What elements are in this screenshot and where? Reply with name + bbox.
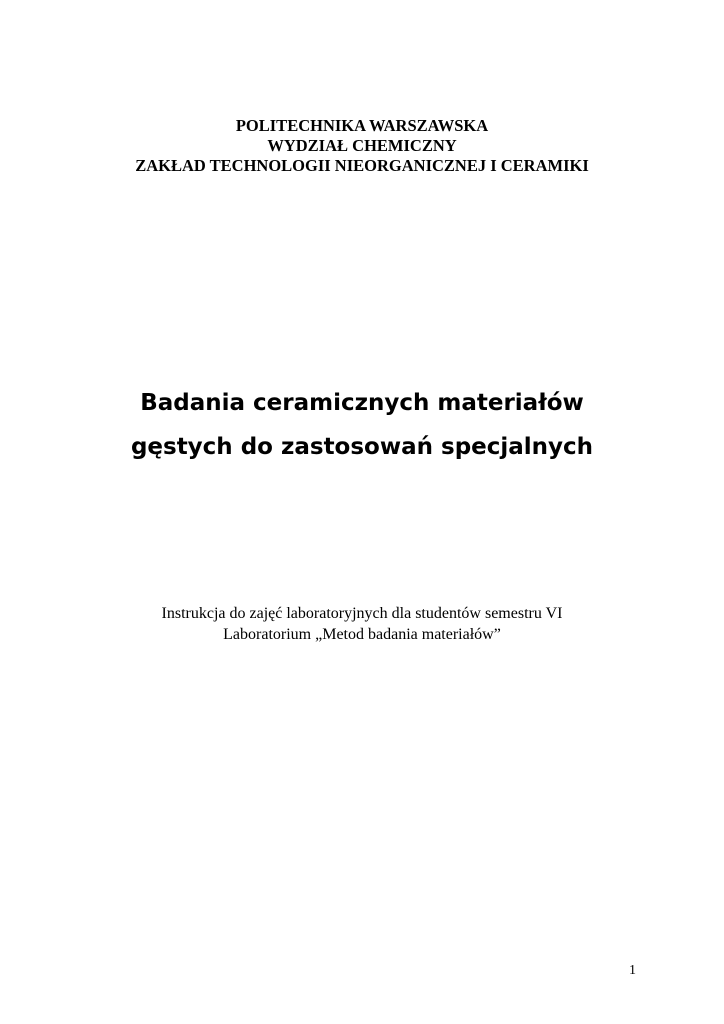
institution-header [0,116,724,176]
university-name: POLITECHNIKA WARSZAWSKA [235,116,489,135]
title-line-1: Badania ceramicznych materiałów [140,390,584,416]
faculty-name: WYDZIAŁ CHEMICZNY [267,136,457,155]
document-title [0,381,724,469]
department-name: ZAKŁAD TECHNOLOGII NIEORGANICZNEJ I CERAMIKI [135,156,589,175]
page-number: 1 [629,963,636,978]
subtitle-line-2: Laboratorium „Metod badania materiałów” [223,626,501,643]
document-subtitle [0,603,724,645]
title-line-2: gęstych do zastosowań specjalnych [130,434,594,460]
subtitle-line-1: Instrukcja do zajęć laboratoryjnych dla studentów semestru VI [161,605,563,622]
